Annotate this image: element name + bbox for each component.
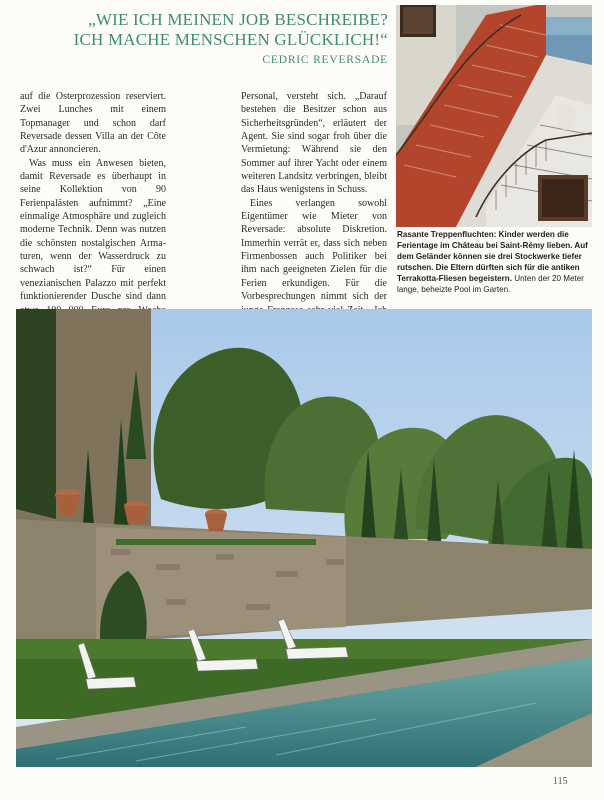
text-column-middle xyxy=(241,90,387,344)
quote-text: „WIE ICH MEINEN JOB BESCHREIBE? ICH MACHE MENSCHEN GLÜCKLICH!“ xyxy=(73,10,388,49)
page-number: 115 xyxy=(553,776,568,787)
pull-quote xyxy=(70,10,388,66)
caption-regular: Unten der 20 Meter lange, beheizte Pool im Garten. xyxy=(397,274,584,294)
paragraph: Eines verlangen sowohl Eigentümer wie Mieter von Reversade: absolute Diskretion. Immerhin verrät er, dass sich neben Firmenbossen auch Politiker bei ihm nach geeigneten Zielen für die Ferien erkundigen. Für die Vorbesprechungen nimmt sich der xyxy=(241,197,387,303)
paragraph: Was muss ein Anwesen bieten, damit Reversade es überhaupt in seine Kollektion von 90 Ferienpalästen aufnimmt? „Eine einmalige Atmosphäre und zugleich moderne Technik. Denn was nutzen die schönsten nostalgischen Armaturen, wenn der Wasserdruck zu schwach ist?“ Für einen venezianischen Palazzo mit perfekt funktionierender Dusche sind dann xyxy=(20,157,166,303)
photo-caption xyxy=(397,229,593,295)
garden-pool-photo xyxy=(16,309,592,767)
paragraph: Personal, versteht sich. „Darauf bestehen die Besitzer schon aus Sicherheitsgründen“, erläutert der Agent. Sie sind sogar froh über die Vermietung: Während sie den Sommer auf ihrer Yacht oder einem weiteren Landsitz verbringen, bleibt das Haus wenigstens in Schuss. xyxy=(241,91,387,196)
quote-author: CEDRIC REVERSADE xyxy=(262,54,388,66)
paragraph: auf die Osterprozession reserviert. Zwei Lunches mit einem Topmanager und schon darf Reversade dessen Villa an der Côte d'Azur annoncieren. xyxy=(20,91,166,156)
caption-bold: Rasante Treppenfluchten: Kinder werden die Ferientage im Château bei Saint-Rémy lieben. Auf dem Geländer können sie drei Stockwerke tiefer rutschen. Die Eltern dürften sich für die antiken Terrakotta-Fliesen begeistern. xyxy=(397,230,588,283)
staircase-photo xyxy=(396,5,592,227)
